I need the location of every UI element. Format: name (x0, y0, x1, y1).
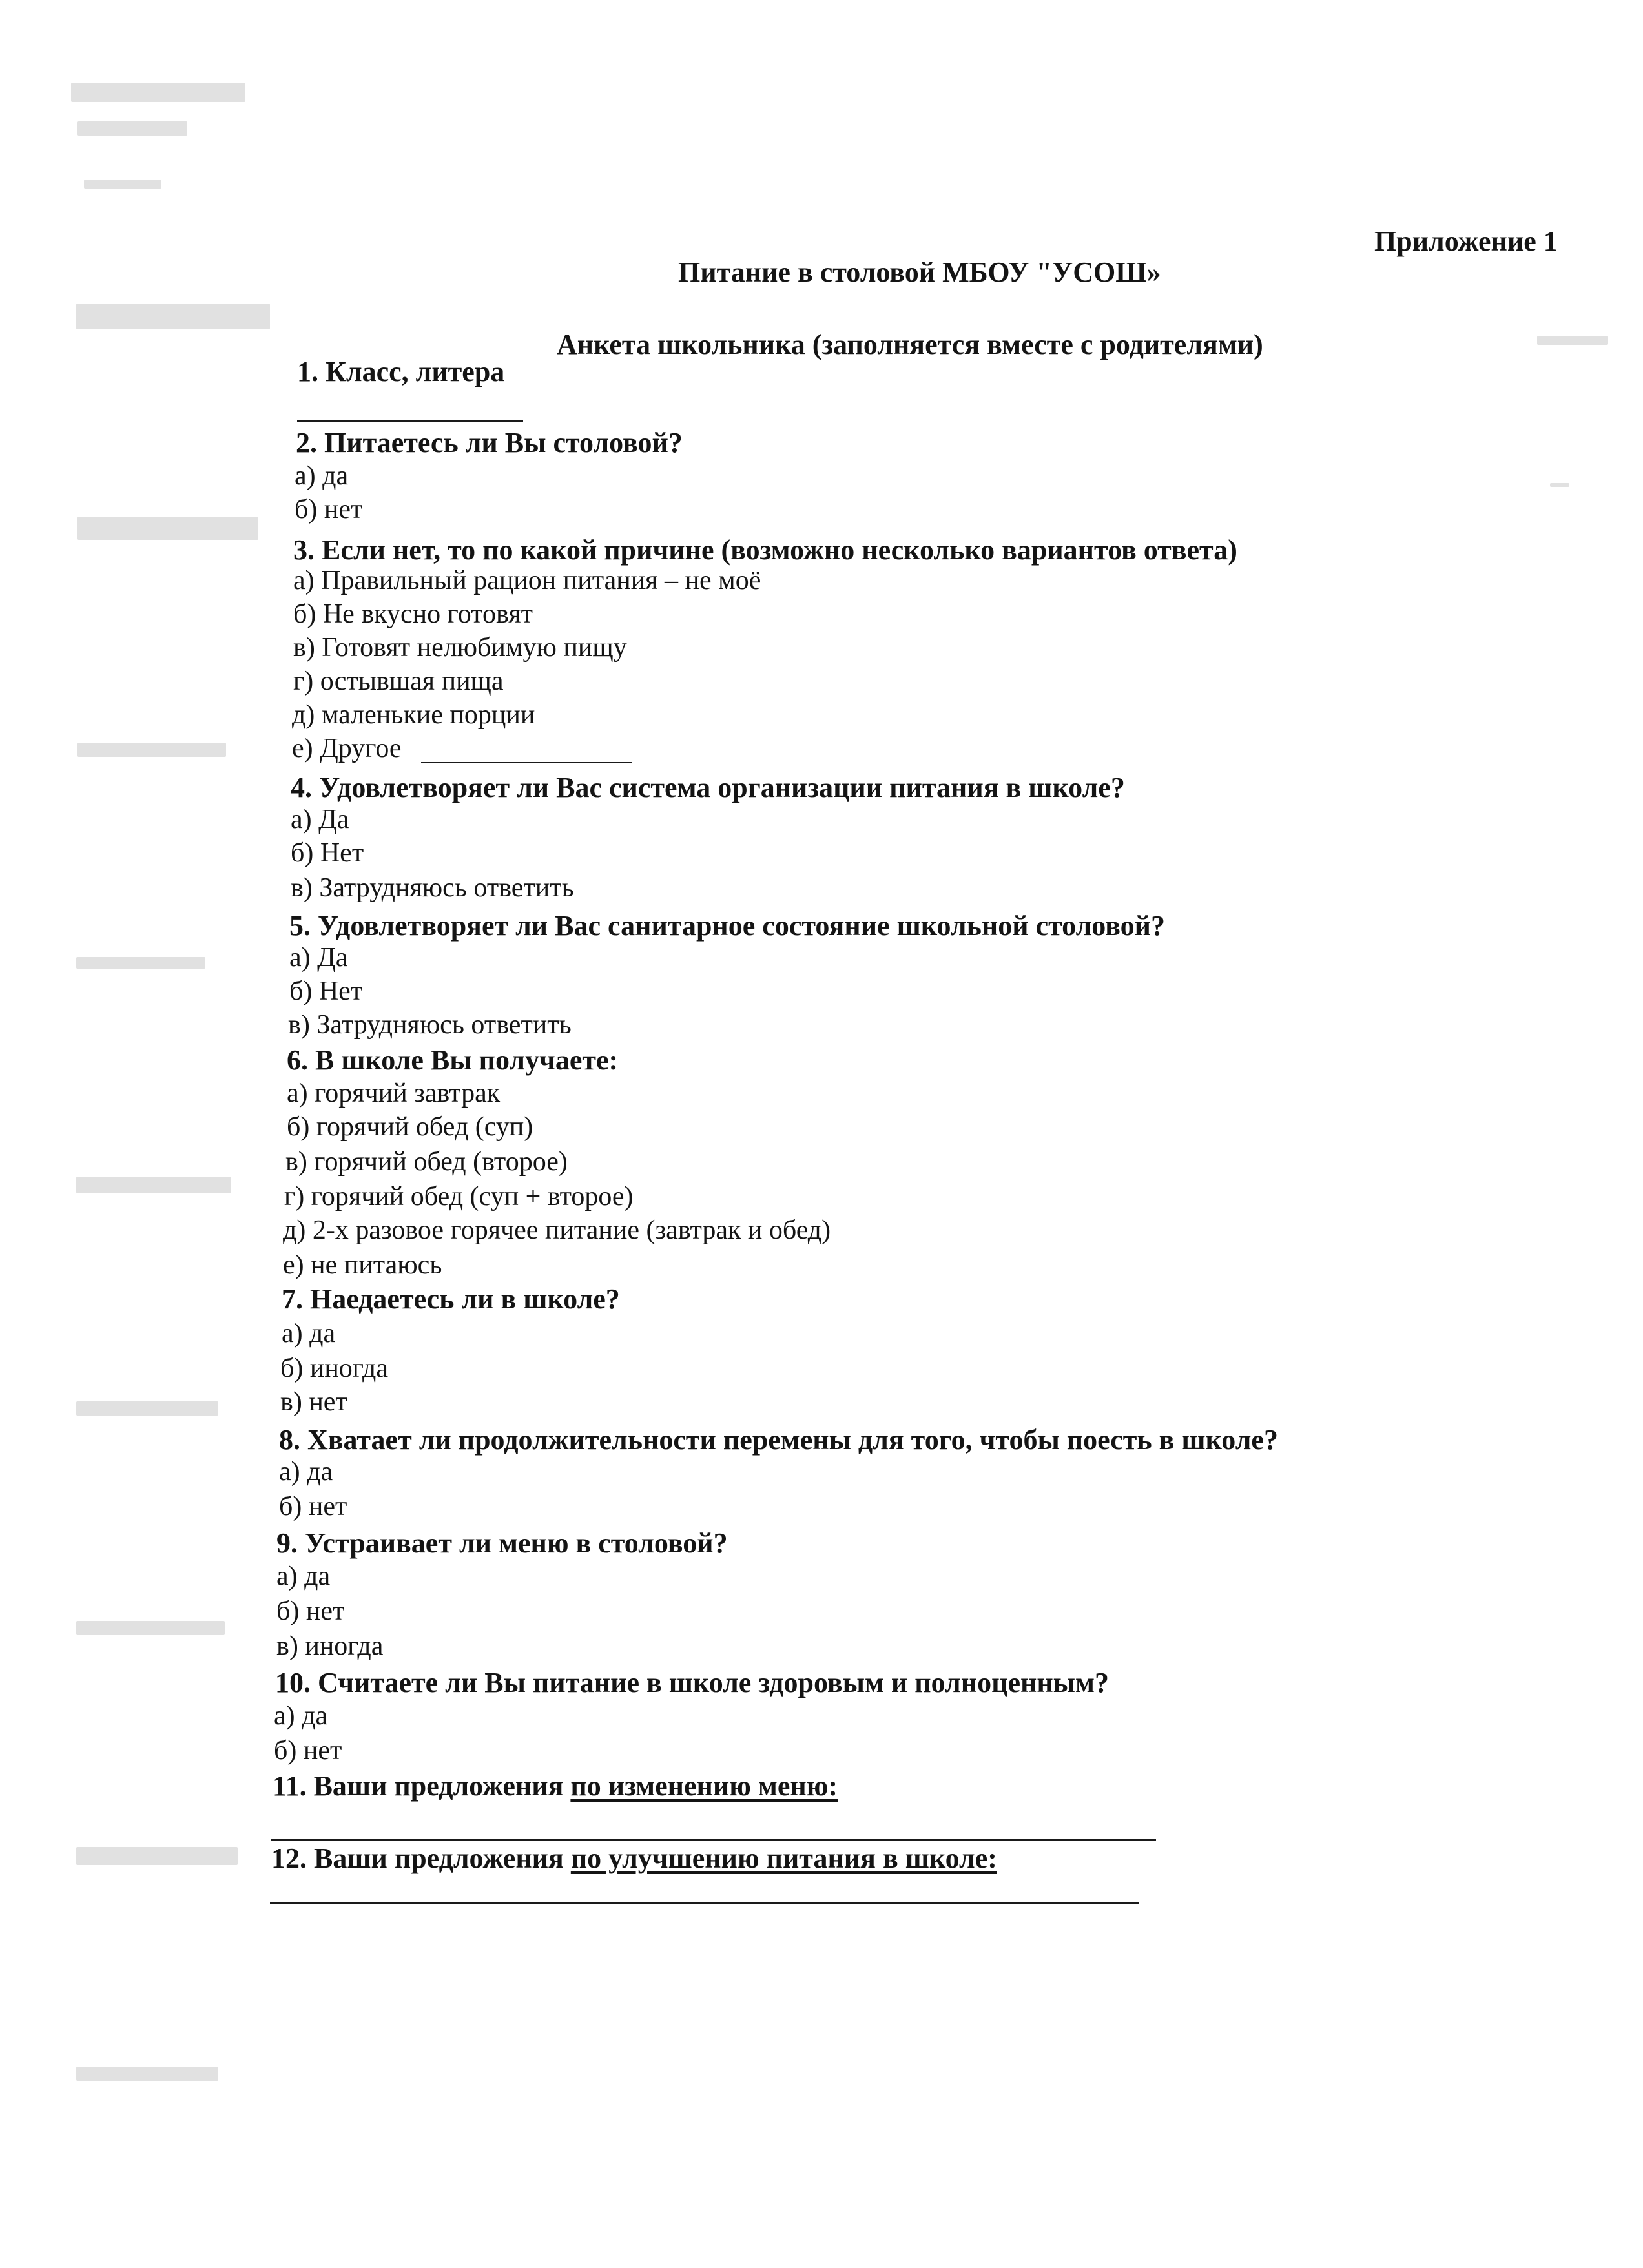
document-title: Питание в столовой МБОУ "УСОШ» (678, 256, 1161, 288)
answer-option: д) маленькие порции (292, 700, 535, 730)
answer-option: в) Затрудняюсь ответить (291, 873, 574, 903)
scan-artifact (71, 83, 245, 102)
scan-artifact (78, 743, 226, 757)
answer-option: а) да (279, 1457, 333, 1487)
question-6: 6. В школе Вы получаете: (287, 1044, 619, 1076)
answer-option: б) нет (276, 1596, 345, 1626)
answer-option: г) остывшая пища (293, 666, 504, 696)
scan-artifact (76, 1847, 238, 1865)
scan-artifact (1550, 483, 1569, 487)
scan-artifact (84, 180, 161, 189)
answer-option: в) иногда (276, 1631, 384, 1661)
answer-line-other[interactable] (421, 762, 632, 763)
scan-artifact (76, 1177, 231, 1193)
scan-artifact (76, 1621, 225, 1635)
answer-option: а) да (294, 461, 349, 491)
scan-artifact (76, 304, 270, 329)
answer-option: б) иногда (280, 1354, 388, 1383)
answer-option: в) нет (280, 1387, 347, 1417)
answer-option: б) Нет (289, 976, 363, 1006)
scan-artifact (76, 1401, 218, 1416)
answer-option: а) Правильный рацион питания – не моё (293, 566, 761, 595)
question-12-text: 12. Ваши предложения (271, 1842, 571, 1874)
answer-option: е) Другое (292, 734, 402, 763)
answer-option: б) нет (274, 1736, 342, 1766)
scan-artifact (76, 957, 205, 969)
answer-option: б) нет (279, 1492, 347, 1521)
question-3: 3. Если нет, то по какой причине (возможно несколько вариантов ответа) (293, 534, 1237, 566)
question-5: 5. Удовлетворяет ли Вас санитарное состояние школьной столовой? (289, 910, 1165, 942)
answer-option: е) не питаюсь (283, 1250, 442, 1280)
answer-option: в) Затрудняюсь ответить (288, 1010, 572, 1040)
question-1: 1. Класс, литера (297, 356, 505, 387)
appendix-label: Приложение 1 (1374, 225, 1558, 257)
scan-artifact (78, 121, 187, 136)
question-7: 7. Наедаетесь ли в школе? (282, 1283, 620, 1315)
question-11-topic: по изменению меню: (570, 1770, 838, 1802)
question-11-text: 11. Ваши предложения (273, 1770, 571, 1802)
answer-option: а) да (276, 1562, 331, 1591)
question-12 (271, 1844, 997, 1873)
answer-option: в) горячий обед (второе) (285, 1147, 568, 1177)
scan-artifact (1537, 336, 1608, 345)
scan-artifact (76, 2067, 218, 2081)
answer-option: а) Да (291, 805, 349, 834)
question-9: 9. Устраивает ли меню в столовой? (276, 1527, 728, 1559)
answer-line-12[interactable] (270, 1902, 1139, 1904)
question-10: 10. Считаете ли Вы питание в школе здоровым и полноценным? (275, 1667, 1109, 1698)
answer-option: а) Да (289, 943, 348, 973)
question-12-topic: по улучшению питания в школе: (570, 1842, 997, 1874)
answer-option: б) Нет (291, 838, 364, 868)
question-11 (273, 1772, 838, 1800)
answer-line-11[interactable] (271, 1839, 1156, 1841)
answer-option: в) Готовят нелюбимую пищу (293, 633, 627, 663)
answer-option: б) Не вкусно готовят (293, 599, 533, 629)
scan-artifact (78, 517, 258, 540)
answer-option: а) да (274, 1701, 328, 1731)
answer-option: а) горячий завтрак (287, 1078, 501, 1108)
answer-option: б) нет (294, 495, 363, 524)
document-subtitle: Анкета школьника (заполняется вместе с родителями) (557, 329, 1263, 360)
question-8: 8. Хватает ли продолжительности перемены для того, чтобы поесть в школе? (279, 1424, 1278, 1456)
answer-option: г) горячий обед (суп + второе) (284, 1182, 634, 1211)
answer-option: б) горячий обед (суп) (287, 1112, 533, 1142)
question-2: 2. Питаетесь ли Вы столовой? (296, 427, 683, 459)
answer-line-1[interactable] (297, 420, 523, 422)
answer-option: а) да (282, 1319, 336, 1348)
question-4: 4. Удовлетворяет ли Вас система организации питания в школе? (291, 772, 1125, 803)
answer-option: д) 2-х разовое горячее питание (завтрак и обед) (283, 1215, 831, 1245)
